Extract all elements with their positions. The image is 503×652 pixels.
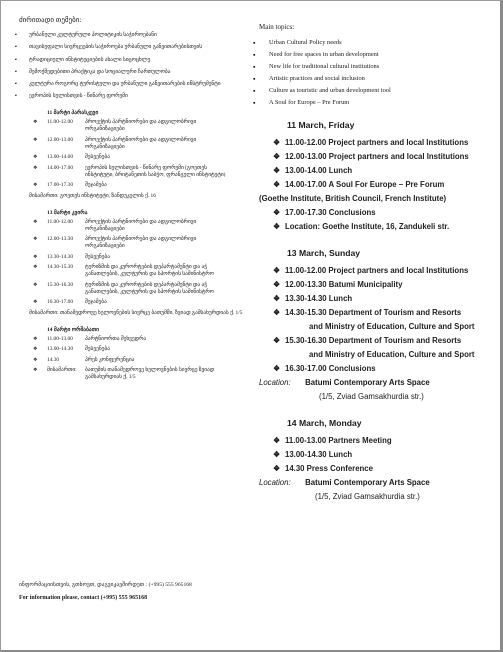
- item-text: 14.30-15.30 Department of Tourism and Resorts: [285, 308, 462, 317]
- time: 14.00-17.00: [47, 164, 74, 171]
- list-item-continuation: (Goethe Institute, British Council, French Institute): [259, 194, 447, 203]
- list-item: [19, 219, 249, 233]
- schedule-list: [19, 336, 249, 382]
- list-item: [19, 367, 249, 381]
- location-value: Batumi Contemporary Arts Space: [305, 478, 430, 487]
- day-title: 13 მარტი კვირა: [47, 209, 88, 216]
- description: პროექტის პარტნიორები და ადგილობრივი ორგანიზაციები: [85, 136, 197, 150]
- list-item: ❖ 17.00-17.30 Conclusions: [259, 206, 497, 220]
- list-item: ❖ 13.00-14.30 Lunch: [259, 448, 497, 462]
- day-title: 11 მარტი პარასკევი: [47, 110, 99, 117]
- time: 13.00-14.00: [47, 154, 74, 161]
- description: ტურიზმის და კურორტების დეპარტამენტი და აჭ განათლების, კულტურის და სპორტის სამინისტრო: [85, 264, 214, 278]
- time: 12.00-13.30: [47, 236, 74, 243]
- description: შეჯამება: [85, 182, 107, 189]
- day-title: 11 March, Friday: [287, 120, 355, 130]
- description: შესვენება: [85, 154, 110, 161]
- contact-georgian: ინფორმაციისთვის, გთხოვთ, დაგვიკავშირდეთ : (+995) 555 965168: [19, 582, 192, 588]
- time: 12.00-13.00: [47, 136, 74, 143]
- location-address: (1/5, Zviad Gamsakhurdia str.): [315, 492, 420, 501]
- schedule-list: [19, 119, 249, 189]
- list-item: ▪ კულტურა როგორც ტურისტული და ურბანული განვითარების ინსტრუმენტი: [19, 81, 249, 88]
- list-item: ❖ Location: Goethe Institute, 16, Zandukeli str.: [259, 220, 497, 234]
- list-item: [19, 357, 249, 364]
- description: შესვენება: [85, 253, 110, 260]
- list-item: ❖ 11.00-12.00 Project partners and local Institutions: [259, 136, 497, 150]
- item-text: 15.30-16.30 Department of Tourism and Resorts: [285, 336, 462, 345]
- list-item: ▪ Need for free spaces in urban development: [259, 51, 497, 58]
- description: ევროპის სულისთვის - წინარე ფორუმი (გოეთეს ინსტიტუტი, ბრიტანეთის საბჭო, ფრანგული ინსტიტუტი): [85, 164, 226, 178]
- item-continuation: and Ministry of Education, Culture and Sport: [309, 322, 475, 331]
- schedule-list: [19, 219, 249, 307]
- list-item: ▪ Urban Cultural Policy needs: [259, 39, 497, 46]
- list-item: [19, 336, 249, 343]
- location-line: [259, 376, 497, 390]
- list-item: [259, 306, 497, 334]
- georgian-column: [19, 17, 249, 385]
- time: 11.00-13.00: [47, 335, 73, 342]
- list-item: ▪ თავისუფალი სივრცეების საჭიროება ურბანული განვითარებისთვის: [19, 44, 249, 51]
- description: პროექტის პარტნიორები და ადგილობრივი ორგანიზაციები: [85, 236, 197, 250]
- description: შეჯამება: [85, 299, 107, 306]
- list-item: [19, 299, 249, 306]
- day-title: 14 მარტი ორშაბათი: [47, 326, 99, 333]
- list-item: ▪ A Soul for Europe – Pre Forum: [259, 99, 497, 106]
- georgian-heading: ძირითადი თემები:: [19, 16, 82, 24]
- location-value: Batumi Contemporary Arts Space: [305, 378, 430, 387]
- description: შესვენება: [85, 346, 110, 353]
- description: პროექტის პარტნიორები და ადგილობრივი ორგანიზაციები: [85, 119, 197, 133]
- item-continuation: and Ministry of Education, Culture and Sport: [309, 350, 475, 359]
- list-item: ▪ ურბანული კულტურული პოლიტიკის საჭიროებანი: [19, 32, 249, 39]
- list-item: [19, 154, 249, 161]
- list-item: ❖ 12.00-13.00 Project partners and local Institutions: [259, 150, 497, 164]
- list-item: ▪ ტრადიციული ინსტიტუციების ახალი სიცოცხლე: [19, 57, 249, 64]
- list-item: [259, 334, 497, 362]
- list-item: [19, 137, 249, 151]
- time: 17.00-17.30: [47, 182, 74, 189]
- georgian-topics-list: [19, 32, 249, 100]
- contact-footer: [19, 579, 192, 605]
- description: პროექტის პარტნიორები და ადგილობრივი ორგანიზაციები: [85, 218, 197, 232]
- time: 11.00-12.00: [47, 218, 73, 225]
- list-item: ▪ Culture as touristic and urban development tool: [259, 87, 497, 94]
- location-text: მისამართი: გოეთეს ინსტიტუტი, ზანდუკელის ქ. 16: [29, 192, 156, 199]
- description: ტურიზმის და კურორტების დეპარტამენტი და აჭ განათლების, კულტურის და სპორტის სამინისტრო: [85, 281, 214, 295]
- list-item: [19, 119, 249, 133]
- time: 13.30-14.30: [47, 253, 74, 260]
- time: 13.00-14.30: [47, 346, 74, 353]
- list-item: ❖ 12.00-13.30 Batumi Municipality: [259, 278, 497, 292]
- location-text: მისამართი: თანამედროვე ხელოვნების სივრცე ბათუმში, ზვიად გამსახურდიას ქ. 1/5: [29, 309, 243, 316]
- list-item: [19, 165, 249, 179]
- description: პრეს კონფერენცია: [85, 356, 135, 363]
- list-item: [19, 282, 249, 296]
- english-heading: Main topics:: [259, 23, 295, 31]
- list-item: ▪ ევროპის სულისთვის - წინარე ფორუმი: [19, 93, 249, 100]
- day-title: 13 March, Sunday: [287, 248, 361, 258]
- location-label: Location:: [259, 378, 291, 387]
- list-item: ❖ 14.00-17.00 A Soul For Europe – Pre Forum: [259, 178, 497, 192]
- english-topics-list: [259, 39, 497, 106]
- time: 14.30: [47, 356, 60, 363]
- description: ბათუმის თანამედროვე ხელოვნების სივრცე ზვიად გამსახურდიას ქ. 1/5: [85, 367, 215, 381]
- time: მისამართი:: [47, 367, 77, 374]
- location-line: [259, 476, 497, 490]
- time: 15.30-16.30: [47, 281, 74, 288]
- list-item: ❖ 13.00-14.00 Lunch: [259, 164, 497, 178]
- list-item: ❖ 14.30 Press Conference: [259, 462, 497, 476]
- contact-english: For information please, contact (+995) 555 965168: [19, 595, 148, 601]
- list-item: ❖ 16.30-17.00 Conclusions: [259, 362, 497, 376]
- list-item: [19, 254, 249, 261]
- schedule-list: [259, 434, 497, 476]
- list-item: [19, 264, 249, 278]
- english-column: [259, 23, 497, 504]
- list-item: ▪ Artistic practices and social inclusion: [259, 75, 497, 82]
- list-item: ❖ 11.00-12.00 Project partners and local Institutions: [259, 264, 497, 278]
- schedule-list: [259, 136, 497, 234]
- list-item: [19, 182, 249, 189]
- time: 11.00-12.00: [47, 119, 73, 126]
- day-title: 14 March, Monday: [287, 418, 362, 428]
- list-item: [19, 236, 249, 250]
- list-item: ❖ 11.00-13.00 Partners Meeting: [259, 434, 497, 448]
- list-item: ▪ შემოქმედებითი პრაქტიკა და სოციალური ჩართულობა: [19, 69, 249, 76]
- list-item: ❖ 13.30-14.30 Lunch: [259, 292, 497, 306]
- time: 16.30-17.00: [47, 299, 74, 306]
- time: 14.30-15.30: [47, 264, 74, 271]
- location-address: (1/5, Zviad Gamsakhurdia str.): [319, 392, 424, 401]
- schedule-list: [259, 264, 497, 376]
- list-item: [19, 346, 249, 353]
- list-item: ▪ New life for traditional cultural institutions: [259, 63, 497, 70]
- description: პარტნიორთა შეხვედრა: [85, 335, 147, 342]
- location-label: Location:: [259, 478, 291, 487]
